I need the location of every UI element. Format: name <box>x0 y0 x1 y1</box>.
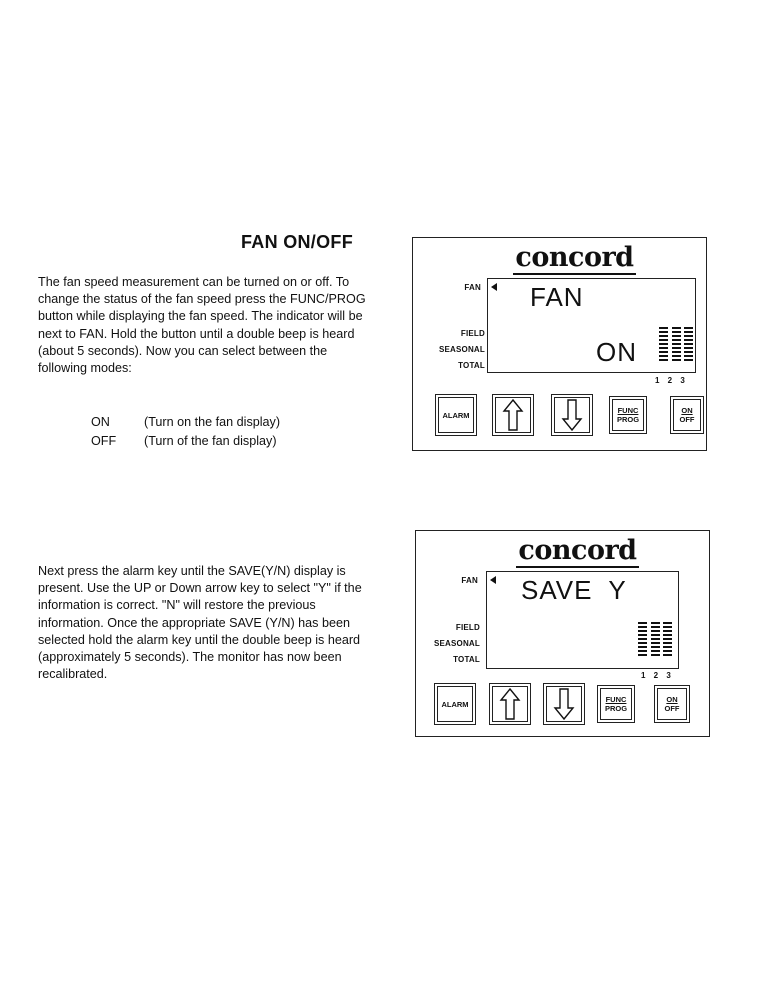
mode-key: OFF <box>91 434 117 448</box>
func-label: FUNC <box>617 406 639 415</box>
mode-description: (Turn of the fan display) <box>144 434 277 448</box>
bar-segment <box>663 654 672 656</box>
brand-logo: concord <box>515 242 634 273</box>
label-seasonal: SEASONAL <box>433 639 480 648</box>
func-prog-label <box>617 406 639 424</box>
bar-segment <box>659 351 668 353</box>
bar-segment <box>659 339 668 341</box>
bar-segment <box>638 650 647 652</box>
bar-segment <box>663 630 672 632</box>
monitor-panel-save <box>415 530 710 737</box>
down-arrow-icon <box>561 398 583 432</box>
bar-segment <box>684 327 693 329</box>
bar-segment <box>684 343 693 345</box>
bar-numbers: 1 2 3 <box>655 376 688 385</box>
bar-segment <box>672 355 681 357</box>
bar-segment <box>651 634 660 636</box>
bar-segment <box>638 622 647 624</box>
bar-segment <box>672 327 681 329</box>
bar-segment <box>684 359 693 361</box>
monitor-panel-fan-on <box>412 237 707 451</box>
bar-segment <box>638 646 647 648</box>
off-label: OFF <box>664 704 680 713</box>
fan-indicator-pointer <box>491 283 497 291</box>
up-arrow-icon <box>499 687 521 721</box>
label-field: FIELD <box>460 329 485 338</box>
alarm-button[interactable] <box>435 394 477 436</box>
bar-segment <box>638 630 647 632</box>
bar-segment <box>684 347 693 349</box>
bar-segment <box>651 630 660 632</box>
bar-segment <box>663 626 672 628</box>
bar-segment <box>684 335 693 337</box>
display-line-2: ON <box>596 337 637 367</box>
bar-segment <box>651 638 660 640</box>
bar-segment <box>638 638 647 640</box>
down-arrow-button[interactable] <box>551 394 593 436</box>
label-fan: FAN <box>461 576 478 585</box>
bar-segment <box>659 343 668 345</box>
mode-key: ON <box>91 415 110 429</box>
bar-segment <box>663 642 672 644</box>
section-heading: FAN ON/OFF <box>241 232 353 252</box>
bar-segment <box>672 343 681 345</box>
bar-segment <box>651 626 660 628</box>
bar-segment <box>638 654 647 656</box>
bar-segment <box>651 642 660 644</box>
bar-segment <box>663 622 672 624</box>
bar-segment <box>663 650 672 652</box>
prog-label: PROG <box>616 415 640 424</box>
on-off-button[interactable] <box>670 396 704 434</box>
bar-segment <box>659 327 668 329</box>
bar-segment <box>651 654 660 656</box>
bar-segment <box>638 634 647 636</box>
label-fan: FAN <box>464 283 481 292</box>
mode-description: (Turn on the fan display) <box>144 415 281 429</box>
on-off-button[interactable] <box>654 685 690 723</box>
prog-label: PROG <box>604 704 628 713</box>
alarm-button-label: ALARM <box>441 699 469 709</box>
up-arrow-icon <box>502 398 524 432</box>
fan-indicator-pointer <box>490 576 496 584</box>
bar-segment <box>659 331 668 333</box>
alarm-button[interactable] <box>434 683 476 725</box>
bar-segment <box>672 351 681 353</box>
bar-segment <box>663 646 672 648</box>
on-off-label <box>680 406 695 424</box>
display-line-1: SAVE Y <box>521 575 627 605</box>
save-instructions: Next press the alarm key until the SAVE(Y/N) display is present. Use the UP or Down arrow key to select "Y" if the information is correct. "N" will restore the previous information. Once the appropriate SAVE (Y/N) has been selected hold the alarm key until the double beep is heard (approximately 5 seconds). The monitor has now been recalibrated. <box>38 564 362 682</box>
func-prog-label <box>605 695 627 713</box>
brand-logo: concord <box>518 535 637 566</box>
on-off-label <box>665 695 680 713</box>
label-field: FIELD <box>455 623 480 632</box>
on-label: ON <box>681 406 693 415</box>
bar-segment <box>651 650 660 652</box>
bar-segment <box>638 642 647 644</box>
func-label: FUNC <box>605 695 627 704</box>
up-arrow-button[interactable] <box>492 394 534 436</box>
bar-segment <box>672 335 681 337</box>
label-total: TOTAL <box>453 655 480 664</box>
bar-numbers: 1 2 3 <box>641 671 674 680</box>
up-arrow-button[interactable] <box>489 683 531 725</box>
bar-segment <box>672 339 681 341</box>
bar-segment <box>659 359 668 361</box>
alarm-button-label: ALARM <box>442 410 470 420</box>
bar-segment <box>659 347 668 349</box>
bar-segment <box>684 355 693 357</box>
display-line-1: FAN <box>530 282 584 312</box>
bar-segment <box>651 622 660 624</box>
label-seasonal: SEASONAL <box>438 345 485 354</box>
off-label: OFF <box>679 415 695 424</box>
bar-segment <box>638 626 647 628</box>
bar-segment <box>659 335 668 337</box>
bar-segment <box>684 331 693 333</box>
lcd-display <box>486 571 679 669</box>
down-arrow-icon <box>553 687 575 721</box>
on-label: ON <box>666 695 678 704</box>
bar-segment <box>663 634 672 636</box>
bar-segment <box>684 339 693 341</box>
down-arrow-button[interactable] <box>543 683 585 725</box>
func-prog-button[interactable] <box>609 396 647 434</box>
func-prog-button[interactable] <box>597 685 635 723</box>
lcd-display <box>487 278 696 373</box>
bar-segment <box>663 638 672 640</box>
bar-segment <box>684 351 693 353</box>
bar-segment <box>672 331 681 333</box>
bar-segment <box>672 347 681 349</box>
fan-mode-instructions: The fan speed measurement can be turned on or off. To change the status of the fan speed press the FUNC/PROG button while displaying the fan speed. The indicator will be next to FAN. Hold the button until a double beep is heard (about 5 seconds). Now you can select between the following modes: <box>38 275 366 376</box>
bar-segment <box>659 355 668 357</box>
bar-segment <box>651 646 660 648</box>
bar-segment <box>672 359 681 361</box>
label-total: TOTAL <box>458 361 485 370</box>
